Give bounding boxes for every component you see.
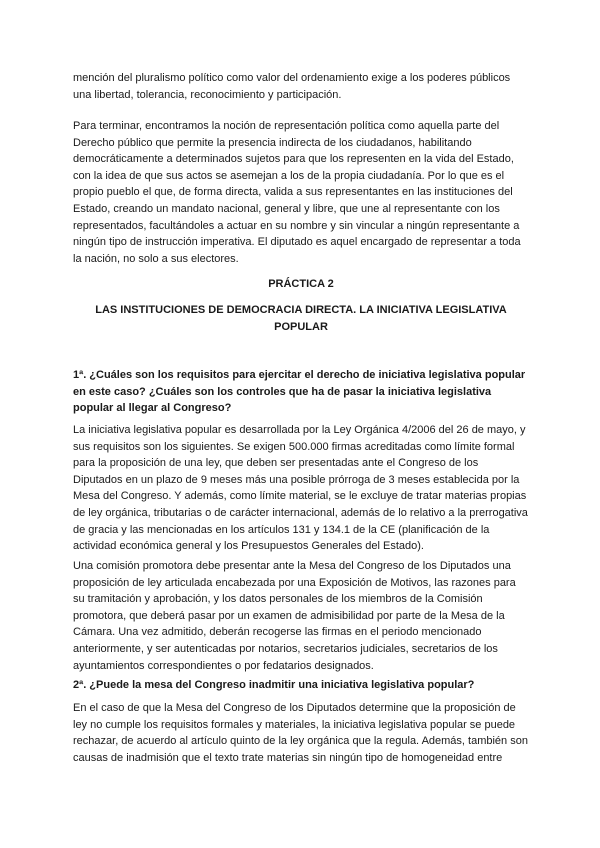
answer-1-paragraph-1: La iniciativa legislativa popular es desarrollada por la Ley Orgánica 4/2006 del 26 de mayo, y sus requisitos son los siguientes. Se exigen 500.000 firmas acreditadas como límite formal para la proposición de una ley, que deben ser presentadas ante el Congreso de los Diputados en un plazo de 9 meses más una posible prórroga de 3 meses establecida por la Mesa del Congreso. Y además, como límite material, se le excluye de tratar materias propias de ley orgánica, tributarias o de carácter internacional, además de lo relativo a la prerrogativa de gracia y las mencionadas en los artículos 131 y 134.1 de la CE (planificación de la actividad económica general y los Presupuestos Generales del Estado). [73,424,528,553]
practice-subtitle: LAS INSTITUCIONES DE DEMOCRACIA DIRECTA. LA INICIATIVA LEGISLATIVA POPULAR [95,304,507,333]
paragraph-political-representation: Para terminar, encontramos la noción de representación política como aquella parte del Derecho público que permite la presencia indirecta de los ciudadanos, habilitando democráticamente a determinados sujetos para que los representen en la vida del Estado, con la idea de que sus actos se asemejan a los de la propia ciudadanía. Por lo que es el propio pueblo el que, de forma directa, valida a sus representantes en las instituciones del Estado, creando un mandato nacional, general y libre, que une al representante con los representados, facultándoles a actuar en su nombre y sin vincular a ningún representante a ningún tipo de instrucción imperativa. El diputado es aquel encargado de representar a toda la nación, no solo a sus electores. [73,120,521,265]
paragraph-pluralism: mención del pluralismo político como valor del ordenamiento exige a los poderes públicos una libertad, tolerancia, reconocimiento y participación. [73,72,511,101]
question-1: 1ª. ¿Cuáles son los requisitos para ejercitar el derecho de iniciativa legislativa popular en este caso? ¿Cuáles son los controles que ha de pasar la iniciativa legislativa popular al llegar al Congreso? [73,369,526,415]
answer-2-paragraph-1: En el caso de que la Mesa del Congreso de los Diputados determine que la proposición de ley no cumple los requisitos formales y materiales, la iniciativa legislativa popular se puede rechazar, de acuerdo al artículo quinto de la ley orgánica que la regula. Además, también son causas de inadmisión que el texto trate materias sin ningún tipo de homogeneidad entre [73,702,528,764]
practice-title: PRÁCTICA 2 [268,278,334,290]
answer-1-paragraph-2: Una comisión promotora debe presentar ante la Mesa del Congreso de los Diputados una proposición de ley articulada encabezada por una Exposición de Motivos, las razones para su tramitación y aprobación, y los datos personales de los miembros de la Comisión promotora, que deberá pasar por un examen de admisibilidad por parte de la Mesa de la Cámara. Una vez admitido, deberán recogerse las firmas en el periodo mencionado anteriormente, y ser autenticadas por notarios, secretarios judiciales, secretarios de los ayuntamientos correspondientes o por fedatarios designados. [73,560,516,672]
question-2: 2ª. ¿Puede la mesa del Congreso inadmitir una iniciativa legislativa popular? [73,679,475,691]
